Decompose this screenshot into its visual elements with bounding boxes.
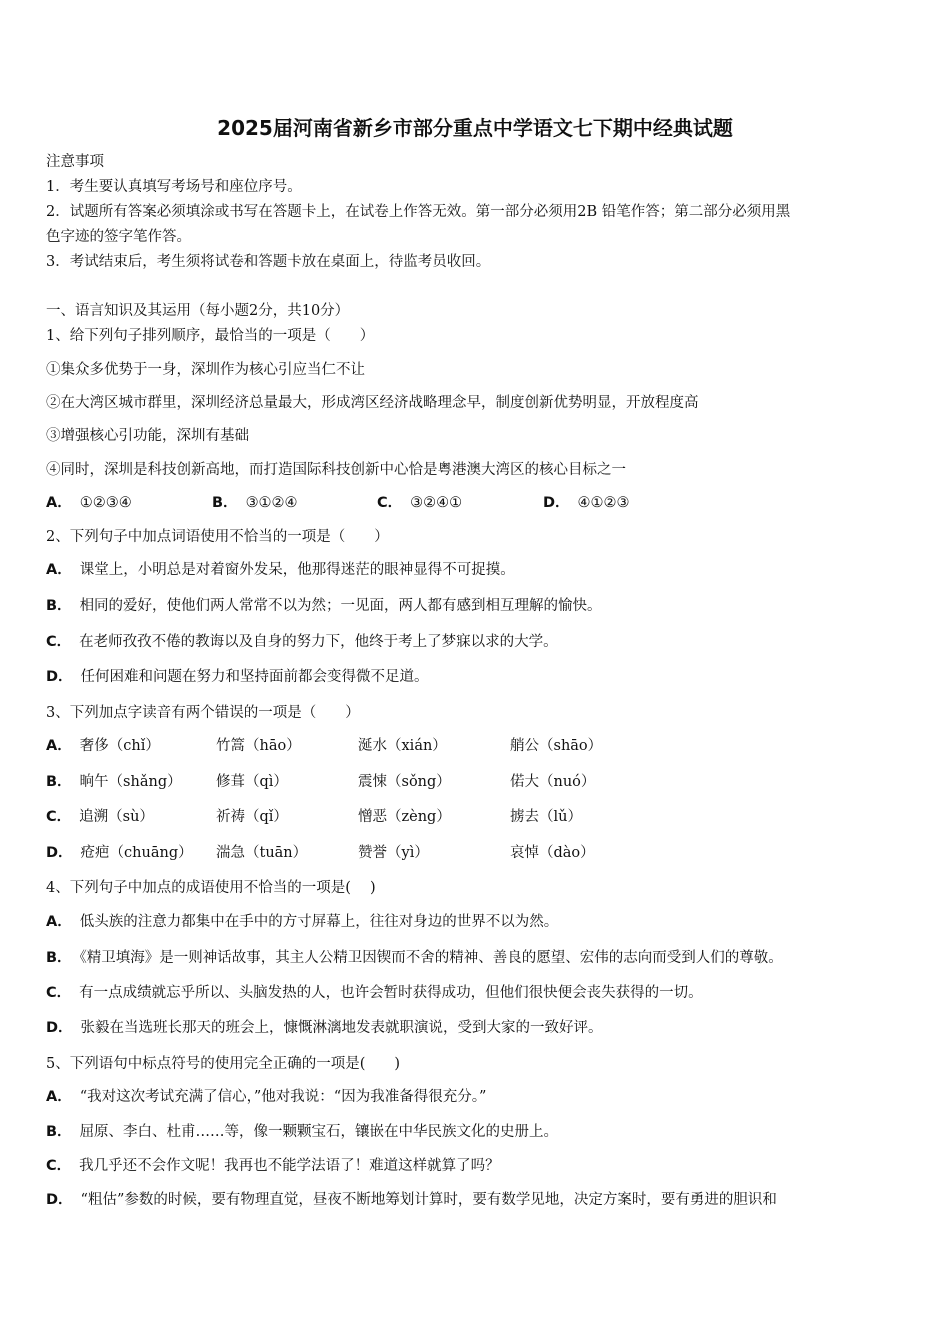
option-label: D．	[46, 845, 73, 861]
q5-option-b	[46, 1122, 558, 1142]
option-label: D．	[46, 669, 73, 685]
q4-option-d	[46, 1018, 603, 1038]
option-label: C．	[377, 495, 403, 511]
q4-option-c	[46, 983, 703, 1003]
q2-option-d	[46, 667, 429, 687]
option-label: A．	[46, 738, 72, 754]
notice-item-2: 2．试题所有答案必须填涂或书写在答题卡上，在试卷上作答无效。第一部分必须用2B 铅笔作答；第二部分必须用黑	[46, 204, 791, 220]
option-label: D．	[46, 1020, 73, 1036]
option-text: “我对这次考试充满了信心，”他对我说：“因为我准备得很充分。”	[79, 1089, 487, 1105]
q4-stem: 4、下列句子中加点的成语使用不恰当的一项是( )	[46, 880, 376, 896]
section-1-heading: 一、语言知识及其运用（每小题2分，共10分）	[46, 303, 350, 319]
q5-option-a	[46, 1087, 486, 1107]
option-label: A．	[46, 914, 72, 930]
q1-option-b	[212, 493, 298, 513]
reading-cell: 哀悼（dào）	[510, 845, 595, 861]
option-text: 我几乎还不会作文呢！我再也不能学法语了！难道这样就算了吗？	[79, 1158, 500, 1174]
option-label: B．	[46, 1124, 72, 1140]
q1-option-a	[46, 493, 132, 513]
reading-cell: 奢侈（chǐ）	[79, 738, 160, 754]
q1-sentence-2: ②在大湾区城市群里，深圳经济总量最大，形成湾区经济战略理念早，制度创新优势明显，开放程度高	[46, 395, 699, 411]
reading-cell: 湍急（tuān）	[216, 845, 308, 861]
option-text: ③②④①	[410, 495, 463, 511]
q1-option-c	[377, 493, 462, 513]
reading-cell: 震悚（sǒng）	[358, 774, 451, 790]
reading-cell: 祈祷（qǐ）	[216, 809, 288, 825]
notice-item-2-cont: 色字迹的签字笔作答。	[46, 229, 191, 245]
q5-stem: 5、下列语句中标点符号的使用完全正确的一项是( )	[46, 1056, 401, 1072]
option-text: 任何困难和问题在努力和坚持面前都会变得微不足道。	[80, 669, 429, 685]
option-label: A．	[46, 495, 72, 511]
option-label: A．	[46, 1089, 72, 1105]
option-text: ④①②③	[577, 495, 630, 511]
exam-title: 2025届河南省新乡市部分重点中学语文七下期中经典试题	[217, 116, 733, 140]
reading-cell: 偌大（nuó）	[510, 774, 596, 790]
option-text: 相同的爱好，使他们两人常常不以为然；一见面，两人都有感到相互理解的愉快。	[79, 598, 602, 614]
q1-sentence-3: ③增强核心引功能，深圳有基础	[46, 428, 249, 444]
reading-cell: 憎恶（zèng）	[358, 809, 451, 825]
reading-cell: 涎水（xián）	[358, 738, 447, 754]
q2-stem: 2、下列句子中加点词语使用不恰当的一项是（ ）	[46, 529, 389, 545]
q1-sentence-4: ④同时，深圳是科技创新高地，而打造国际科技创新中心恰是粤港澳大湾区的核心目标之一	[46, 462, 626, 478]
option-label: B．	[46, 598, 72, 614]
option-label: C．	[46, 809, 72, 825]
q4-option-a	[46, 912, 558, 932]
option-label: B．	[212, 495, 238, 511]
q1-stem: 1、给下列句子排列顺序，最恰当的一项是（ ）	[46, 328, 375, 344]
q3-row-a	[46, 736, 160, 756]
option-label: A．	[46, 562, 72, 578]
q1-sentence-1: ①集众多优势于一身，深圳作为核心引应当仁不让	[46, 362, 365, 378]
reading-cell: 竹篙（hāo）	[216, 738, 301, 754]
q4-option-b	[46, 948, 783, 968]
reading-cell: 赞誉（yì）	[358, 845, 429, 861]
option-label: B．	[46, 774, 72, 790]
option-label: C．	[46, 1158, 72, 1174]
option-text: 课堂上，小明总是对着窗外发呆，他那得迷茫的眼神显得不可捉摸。	[79, 562, 515, 578]
q3-row-b	[46, 772, 182, 792]
q2-option-c	[46, 632, 558, 652]
reading-cell: 晌午（shǎng）	[79, 774, 182, 790]
reading-cell: 艄公（shāo）	[510, 738, 603, 754]
q2-option-b	[46, 596, 602, 616]
q3-row-d	[46, 843, 193, 863]
q5-option-c	[46, 1156, 500, 1176]
option-text: “粗估”参数的时候，要有物理直觉，昼夜不断地筹划计算时，要有数学见地，决定方案时，要有勇进的胆识和	[80, 1192, 777, 1208]
notice-heading: 注意事项	[46, 154, 104, 170]
option-text: 《精卫填海》是一则神话故事，其主人公精卫因锲而不舍的精神、善良的愿望、宏伟的志向而受到人们的尊敬。	[79, 950, 783, 966]
option-text: ①②③④	[79, 495, 132, 511]
option-text: 有一点成绩就忘乎所以、头脑发热的人，也许会暂时获得成功，但他们很快便会丧失获得的一切。	[79, 985, 703, 1001]
option-label: C．	[46, 985, 72, 1001]
option-text: 在老师孜孜不倦的教诲以及自身的努力下，他终于考上了梦寐以求的大学。	[79, 634, 558, 650]
q3-row-c	[46, 807, 154, 827]
option-label: D．	[46, 1192, 73, 1208]
q3-stem: 3、下列加点字读音有两个错误的一项是（ ）	[46, 705, 360, 721]
reading-cell: 修葺（qì）	[216, 774, 288, 790]
notice-item-1: 1．考生要认真填写考场号和座位序号。	[46, 179, 302, 195]
q1-option-d	[543, 493, 630, 513]
option-text: 低头族的注意力都集中在手中的方寸屏幕上，往往对身边的世界不以为然。	[79, 914, 559, 930]
reading-cell: 掳去（lǔ）	[510, 809, 582, 825]
notice-item-3: 3．考试结束后，考生须将试卷和答题卡放在桌面上，待监考员收回。	[46, 254, 491, 270]
reading-cell: 疮疤（chuāng）	[80, 845, 193, 861]
q2-option-a	[46, 560, 515, 580]
option-label: D．	[543, 495, 570, 511]
option-text: 张毅在当选班长那天的班会上，慷慨淋漓地发表就职演说，受到大家的一致好评。	[80, 1020, 603, 1036]
reading-cell: 追溯（sù）	[79, 809, 154, 825]
option-text: ③①②④	[245, 495, 298, 511]
option-text: 屈原、李白、杜甫……等，像一颗颗宝石，镶嵌在中华民族文化的史册上。	[79, 1124, 559, 1140]
q5-option-d	[46, 1190, 777, 1210]
option-label: C．	[46, 634, 72, 650]
option-label: B．	[46, 950, 72, 966]
